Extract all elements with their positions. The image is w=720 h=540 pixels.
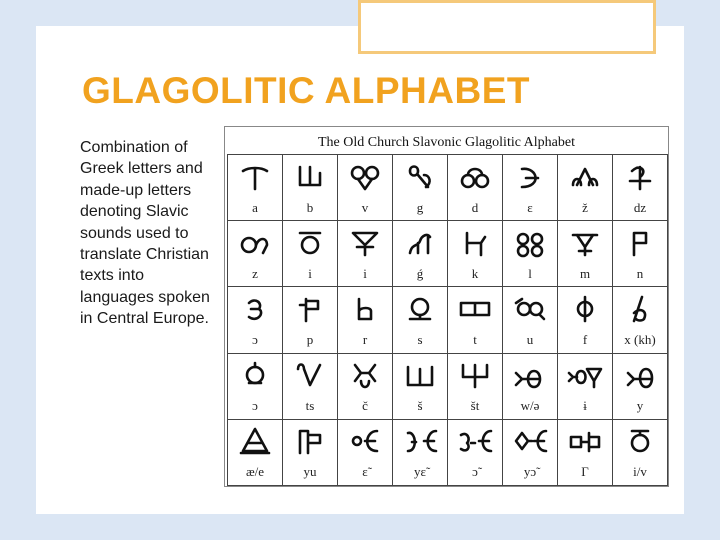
transliteration-label: b xyxy=(306,199,314,215)
glagolitic-letter-uku-icon xyxy=(512,292,548,326)
transliteration-label: m xyxy=(579,265,591,281)
glagolitic-letter-buky-icon xyxy=(292,160,328,194)
transliteration-label: s xyxy=(417,331,423,347)
glagolitic-letter-dobro-icon xyxy=(457,160,493,194)
glagolitic-letter-i-icon xyxy=(347,226,383,260)
transliteration-label: dz xyxy=(633,199,647,215)
alphabet-cell xyxy=(228,287,283,353)
transliteration-label: y xyxy=(636,398,644,414)
alphabet-cell xyxy=(613,420,668,486)
alphabet-cell xyxy=(613,221,668,287)
glyph-grid xyxy=(227,154,668,486)
glagolitic-letter-izhe-icon xyxy=(292,226,328,260)
glagolitic-letter-chrivi-icon xyxy=(347,358,383,392)
glagolitic-letter-slovo-icon xyxy=(402,292,438,326)
alphabet-cell xyxy=(448,420,503,486)
alphabet-cell xyxy=(393,221,448,287)
alphabet-cell xyxy=(338,221,393,287)
transliteration-label: l xyxy=(528,265,532,281)
alphabet-cell xyxy=(283,155,338,221)
alphabet-cell xyxy=(228,420,283,486)
glagolitic-letter-onu-icon xyxy=(237,292,273,326)
transliteration-label: yu xyxy=(303,464,317,480)
glagolitic-letter-shta-icon xyxy=(457,358,493,392)
alphabet-cell xyxy=(448,221,503,287)
right-border xyxy=(684,26,720,514)
transliteration-label: ɛ xyxy=(527,199,533,215)
transliteration-label: t xyxy=(473,331,477,347)
transliteration-label: Γ xyxy=(581,464,589,480)
transliteration-label: ɨ xyxy=(583,398,587,414)
glagolitic-letter-sha-icon xyxy=(402,358,438,392)
glagolitic-letter-ljudije-icon xyxy=(512,226,548,260)
transliteration-label: ɔ̃ xyxy=(472,464,478,480)
alphabet-cell xyxy=(228,155,283,221)
alphabet-cell xyxy=(613,287,668,353)
glagolitic-letter-zhivete-icon xyxy=(567,160,603,194)
transliteration-label: f xyxy=(582,331,588,347)
glagolitic-letter-pokoji-icon xyxy=(292,292,328,326)
glagolitic-letter-ritsi-icon xyxy=(347,292,383,326)
transliteration-label: yɔ̃ xyxy=(523,464,537,480)
transliteration-label: u xyxy=(526,331,534,347)
alphabet-cell xyxy=(283,221,338,287)
transliteration-label: yɛ̃ xyxy=(414,464,426,480)
glagolitic-letter-yati-icon xyxy=(237,424,273,458)
transliteration-label: p xyxy=(306,331,314,347)
transliteration-label: i/v xyxy=(633,464,647,480)
transliteration-label: št xyxy=(470,398,480,414)
glagolitic-letter-yeri-icon xyxy=(622,358,658,392)
glagolitic-letter-zemlja-icon xyxy=(237,226,273,260)
alphabet-cell xyxy=(393,354,448,420)
glagolitic-letter-kako-icon xyxy=(457,226,493,260)
glagolitic-letter-fritu-icon xyxy=(567,292,603,326)
glagolitic-letter-yery-icon xyxy=(567,358,603,392)
glagolitic-alphabet-table xyxy=(224,126,669,487)
alphabet-cell xyxy=(393,420,448,486)
glagolitic-letter-big-yus-icon xyxy=(457,424,493,458)
alphabet-cell xyxy=(503,287,558,353)
glagolitic-letter-big-iotated-yus-icon xyxy=(512,424,548,458)
alphabet-cell xyxy=(503,221,558,287)
glagolitic-letter-heru-icon xyxy=(622,292,658,326)
transliteration-label: ž xyxy=(582,199,588,215)
transliteration-label: i xyxy=(308,265,312,281)
alphabet-cell xyxy=(283,287,338,353)
transliteration-label: ɔ xyxy=(252,398,258,414)
transliteration-label: x (kh) xyxy=(624,331,656,347)
alphabet-cell xyxy=(338,354,393,420)
transliteration-label: æ/e xyxy=(245,464,265,480)
alphabet-cell xyxy=(558,287,613,353)
transliteration-label: k xyxy=(471,265,479,281)
slide-body-text: Combination of Greek letters and made-up letters denoting Slavic sounds used to translate Christian texts into languages spoken in Central Europe. xyxy=(80,139,210,328)
glagolitic-letter-yestu-icon xyxy=(512,160,548,194)
glagolitic-letter-az-icon xyxy=(237,160,273,194)
alphabet-cell xyxy=(558,354,613,420)
alphabet-cell xyxy=(448,287,503,353)
glagolitic-letter-small-iotated-yus-icon xyxy=(402,424,438,458)
alphabet-cell xyxy=(228,354,283,420)
alphabet-cell xyxy=(283,354,338,420)
transliteration-label: r xyxy=(362,331,368,347)
transliteration-label: z xyxy=(252,265,258,281)
alphabet-cell xyxy=(503,354,558,420)
transliteration-label: ɔ xyxy=(252,331,258,347)
transliteration-label: d xyxy=(471,199,479,215)
glagolitic-letter-nashi-icon xyxy=(622,226,658,260)
alphabet-cell xyxy=(338,420,393,486)
alphabet-cell xyxy=(613,155,668,221)
slide-title: GLAGOLITIC ALPHABET xyxy=(82,70,530,111)
transliteration-label: w/ə xyxy=(520,398,540,414)
alphabet-cell xyxy=(338,155,393,221)
alphabet-cell xyxy=(448,354,503,420)
glagolitic-letter-small-yus-icon xyxy=(347,424,383,458)
glagolitic-letter-djervi-icon xyxy=(402,226,438,260)
alphabet-cell xyxy=(503,420,558,486)
alphabet-cell xyxy=(393,155,448,221)
glagolitic-letter-yu-icon xyxy=(292,424,328,458)
transliteration-label: ǵ xyxy=(416,265,424,281)
glagolitic-letter-tsi-icon xyxy=(292,358,328,392)
transliteration-label: a xyxy=(252,199,258,215)
decorative-frame xyxy=(358,0,656,54)
alphabet-cell xyxy=(283,420,338,486)
transliteration-label: v xyxy=(361,199,369,215)
alphabet-cell xyxy=(393,287,448,353)
glagolitic-letter-glagoli-icon xyxy=(402,160,438,194)
glagolitic-letter-izhitsa-icon xyxy=(622,424,658,458)
alphabet-cell xyxy=(613,354,668,420)
glagolitic-letter-yeru-icon xyxy=(512,358,548,392)
alphabet-cell xyxy=(228,221,283,287)
glagolitic-letter-dzelo-icon xyxy=(622,160,658,194)
glagolitic-letter-fita-icon xyxy=(567,424,603,458)
transliteration-label: n xyxy=(636,265,644,281)
alphabet-cell xyxy=(558,420,613,486)
transliteration-label: i xyxy=(363,265,367,281)
transliteration-label: ts xyxy=(305,398,315,414)
alphabet-cell xyxy=(448,155,503,221)
transliteration-label: š xyxy=(417,398,423,414)
transliteration-label: g xyxy=(416,199,424,215)
transliteration-label: ɛ̃ xyxy=(362,464,368,480)
glagolitic-letter-otu-icon xyxy=(237,358,273,392)
glagolitic-letter-tvrido-icon xyxy=(457,292,493,326)
glagolitic-letter-myslite-icon xyxy=(567,226,603,260)
glagolitic-letter-vede-icon xyxy=(347,160,383,194)
alphabet-cell xyxy=(558,155,613,221)
transliteration-label: č xyxy=(362,398,368,414)
alphabet-cell xyxy=(558,221,613,287)
alphabet-cell xyxy=(503,155,558,221)
alphabet-cell xyxy=(338,287,393,353)
table-title: The Old Church Slavonic Glagolitic Alphabet xyxy=(317,135,575,150)
